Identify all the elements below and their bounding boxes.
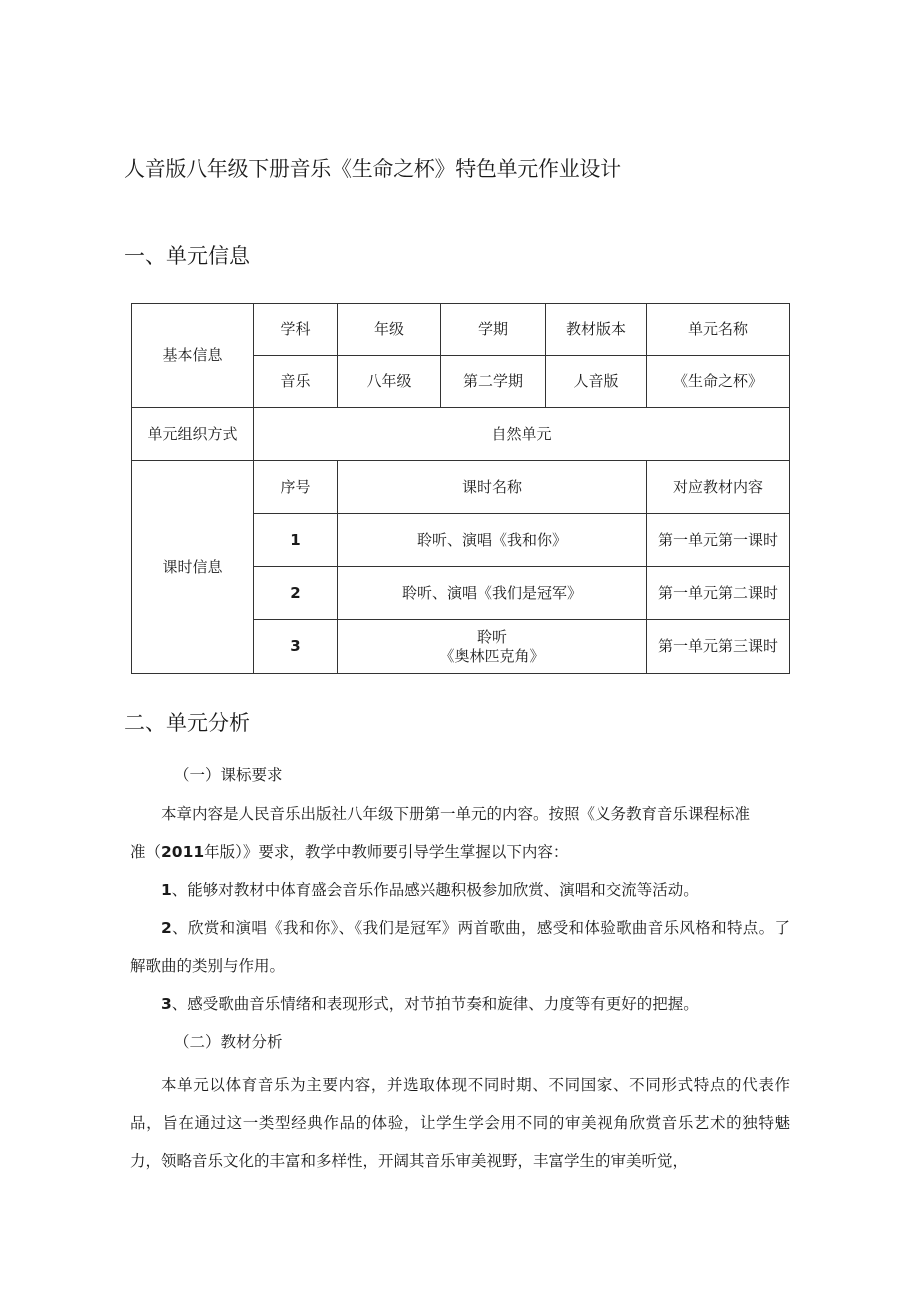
year-number: 2011 xyxy=(161,843,205,861)
lesson-name-line: 聆听 xyxy=(476,627,507,646)
paragraph-text: 年版）》要求，教学中教师要引导学生掌握以下内容： xyxy=(204,843,569,861)
org-label: 单元组织方式 xyxy=(132,408,254,461)
list-item xyxy=(130,871,790,909)
item-text: 、欣赏和演唱《我和你》、《我们是冠军》两首歌曲，感受和体验歌曲音乐风格和特点。了解歌曲的类别与作用。 xyxy=(130,919,790,975)
item-number: 3 xyxy=(161,995,172,1013)
header-cell: 学科 xyxy=(254,304,338,356)
org-value: 自然单元 xyxy=(254,408,790,461)
lesson-header-cell: 序号 xyxy=(254,461,338,514)
lesson-name: 聆听、演唱《我和你》 xyxy=(338,514,647,567)
list-item xyxy=(130,909,790,985)
paragraph-text: 准（ xyxy=(130,843,162,861)
value-cell: 音乐 xyxy=(254,356,338,408)
lesson-content: 第一单元第二课时 xyxy=(647,567,790,620)
subheading-textbook-analysis: （二）教材分析 xyxy=(174,1033,283,1051)
header-cell: 单元名称 xyxy=(647,304,790,356)
item-number: 2 xyxy=(161,919,172,937)
table-row xyxy=(132,304,790,356)
lesson-header-cell: 课时名称 xyxy=(338,461,647,514)
table-row xyxy=(132,461,790,514)
lesson-info-label: 课时信息 xyxy=(132,461,254,674)
table-row xyxy=(132,408,790,461)
document-title: 人音版八年级下册音乐《生命之杯》特色单元作业设计 xyxy=(124,157,621,181)
unit-info-table xyxy=(131,303,790,674)
lesson-content: 第一单元第一课时 xyxy=(647,514,790,567)
item-number: 1 xyxy=(161,881,172,899)
value-cell: 人音版 xyxy=(546,356,647,408)
paragraph-curriculum-intro-cont xyxy=(130,833,790,871)
lesson-number: 3 xyxy=(254,620,338,674)
subheading-curriculum: （一）课标要求 xyxy=(174,766,283,784)
lesson-name xyxy=(338,620,647,674)
header-cell: 学期 xyxy=(441,304,546,356)
lesson-number: 1 xyxy=(254,514,338,567)
lesson-name-line: 《奥林匹克角》 xyxy=(439,646,545,665)
item-text: 、感受歌曲音乐情绪和表现形式，对节拍节奏和旋律、力度等有更好的把握。 xyxy=(171,995,699,1013)
basic-info-label: 基本信息 xyxy=(132,304,254,408)
paragraph-textbook-analysis: 本单元以体育音乐为主要内容，并选取体现不同时期、不同国家、不同形式特点的代表作品，旨在通过这一类型经典作品的体验，让学生学会用不同的审美视角欣赏音乐艺术的独特魅力，领略音乐文化的丰富和多样性，开阔其音乐审美视野，丰富学生的审美听觉， xyxy=(130,1076,790,1170)
list-item xyxy=(130,985,790,1023)
value-cell: 第二学期 xyxy=(441,356,546,408)
value-cell: 八年级 xyxy=(338,356,441,408)
paragraph-text: 本章内容是人民音乐出版社八年级下册第一单元的内容。按照《义务教育音乐课程标准 xyxy=(161,805,751,823)
lesson-content: 第一单元第三课时 xyxy=(647,620,790,674)
paragraph-curriculum-intro xyxy=(130,795,790,833)
lesson-header-cell: 对应教材内容 xyxy=(647,461,790,514)
value-cell: 《生命之杯》 xyxy=(647,356,790,408)
header-cell: 年级 xyxy=(338,304,441,356)
header-cell: 教材版本 xyxy=(546,304,647,356)
section-heading-unit-info: 一、单元信息 xyxy=(124,244,250,268)
lesson-number: 2 xyxy=(254,567,338,620)
item-text: 、能够对教材中体育盛会音乐作品感兴趣积极参加欣赏、演唱和交流等活动。 xyxy=(171,881,699,899)
lesson-name: 聆听、演唱《我们是冠军》 xyxy=(338,567,647,620)
section-heading-unit-analysis: 二、单元分析 xyxy=(124,711,250,735)
